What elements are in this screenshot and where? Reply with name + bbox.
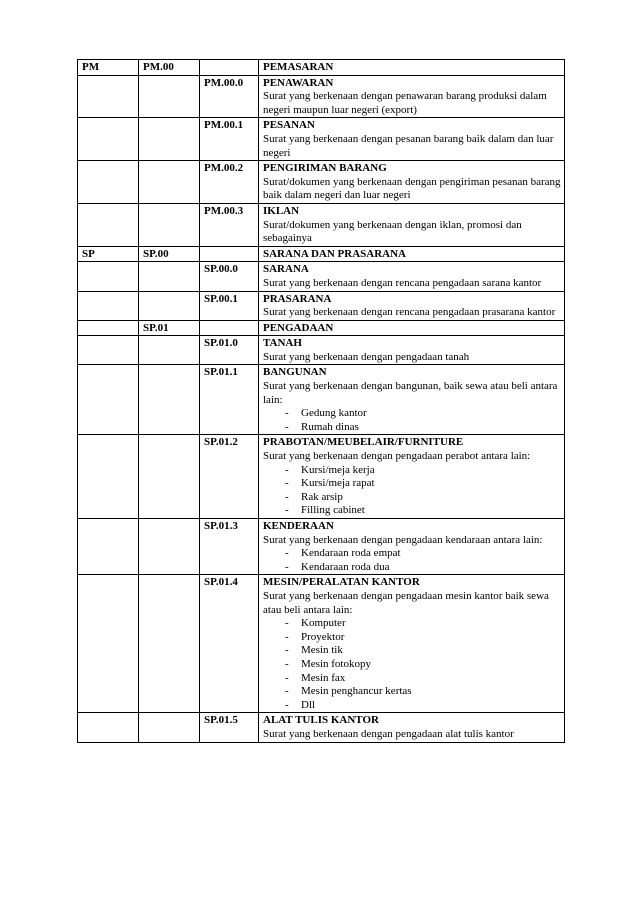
sub-code-cell: [139, 713, 200, 742]
table-row: [78, 161, 565, 204]
detail-code-cell: PM.00.0: [200, 75, 259, 118]
dash-bullet-icon: -: [285, 504, 289, 517]
list-item: [285, 617, 561, 631]
list-item-text: Kursi/meja rapat: [301, 477, 375, 490]
table-row: [78, 575, 565, 713]
list-item: [285, 685, 561, 699]
dash-bullet-icon: -: [285, 560, 289, 573]
list-item-text: Kursi/meja kerja: [301, 463, 375, 476]
list-item: [285, 421, 561, 435]
entry-title: PRASARANA: [263, 292, 332, 305]
entry-title: SARANA DAN PRASARANA: [263, 247, 407, 260]
table-row: [78, 203, 565, 246]
sub-code-cell: [139, 262, 200, 291]
list-item: [285, 407, 561, 421]
entry-description: Surat yang berkenaan dengan penawaran barang produksi dalam negeri maupun luar negeri (export): [263, 90, 547, 116]
list-item-text: Filling cabinet: [301, 504, 365, 517]
dash-bullet-icon: -: [285, 657, 289, 670]
list-item: [285, 504, 561, 518]
dash-bullet-icon: -: [285, 685, 289, 698]
entry-title: PEMASARAN: [263, 61, 334, 73]
sub-code-cell: SP.00: [139, 246, 200, 262]
entry-title: IKLAN: [263, 204, 300, 217]
entry-description: Surat/dokumen yang berkenaan dengan pengiriman pesanan barang baik dalam negeri dan luar negeri: [263, 175, 561, 202]
description-cell: [259, 365, 565, 435]
description-cell: [259, 435, 565, 519]
table-row: [78, 435, 565, 519]
dash-bullet-icon: -: [285, 617, 289, 630]
sub-code-cell: PM.00: [139, 60, 200, 76]
entry-description: Surat yang berkenaan dengan pesanan barang baik dalam dan luar negeri: [263, 132, 554, 159]
sub-code-cell: [139, 291, 200, 320]
detail-code-cell: SP.00.1: [200, 291, 259, 320]
entry-title: MESIN/PERALATAN KANTOR: [263, 576, 420, 589]
sub-code-cell: [139, 75, 200, 118]
entry-description: Surat yang berkenaan dengan bangunan, baik sewa atau beli antara lain:: [263, 380, 558, 406]
detail-code-cell: SP.01.5: [200, 713, 259, 742]
dash-bullet-icon: -: [285, 463, 289, 476]
entry-description: Surat yang berkenaan dengan pengadaan tanah: [263, 350, 470, 363]
list-item-text: Rumah dinas: [301, 420, 359, 433]
list-item: [285, 699, 561, 713]
detail-code-cell: PM.00.3: [200, 203, 259, 246]
list-item: [285, 658, 561, 672]
list-item-text: Dll: [301, 698, 316, 711]
main-code-cell: [78, 435, 139, 519]
sub-code-cell: [139, 519, 200, 575]
main-code-cell: [78, 291, 139, 320]
detail-code-cell: SP.00.0: [200, 262, 259, 291]
list-item: [285, 631, 561, 645]
entry-item-list: [263, 547, 561, 574]
entry-title: SARANA: [263, 263, 309, 276]
main-code-cell: [78, 519, 139, 575]
detail-code-cell: [200, 320, 259, 336]
list-item-text: Komputer: [301, 617, 346, 630]
list-item-text: Kendaraan roda empat: [301, 547, 401, 560]
main-code-cell: [78, 262, 139, 291]
entry-title: ALAT TULIS KANTOR: [263, 714, 379, 727]
entry-item-list: [263, 464, 561, 518]
sub-code-cell: [139, 575, 200, 713]
dash-bullet-icon: -: [285, 671, 289, 684]
list-item: [285, 672, 561, 686]
list-item: [285, 477, 561, 491]
entry-title: PENGADAAN: [263, 321, 334, 334]
list-item-text: Mesin tik: [301, 644, 343, 657]
classification-table-body: [78, 60, 565, 743]
list-item-text: Kendaraan roda dua: [301, 560, 390, 573]
table-row: [78, 320, 565, 336]
dash-bullet-icon: -: [285, 420, 289, 433]
main-code-cell: [78, 118, 139, 161]
table-row: [78, 118, 565, 161]
entry-description: Surat yang berkenaan dengan rencana pengadaan prasarana kantor: [263, 306, 556, 319]
detail-code-cell: [200, 60, 259, 76]
entry-title: PESANAN: [263, 119, 315, 132]
description-cell: [259, 320, 565, 336]
dash-bullet-icon: -: [285, 630, 289, 643]
dash-bullet-icon: -: [285, 547, 289, 560]
list-item-text: Proyektor: [301, 630, 345, 643]
sub-code-cell: [139, 161, 200, 204]
entry-item-list: [263, 407, 561, 434]
list-item-text: Gedung kantor: [301, 407, 367, 420]
sub-code-cell: [139, 435, 200, 519]
list-item: [285, 491, 561, 505]
main-code-cell: [78, 75, 139, 118]
main-code-cell: SP: [78, 246, 139, 262]
sub-code-cell: [139, 118, 200, 161]
table-row: [78, 75, 565, 118]
table-row: [78, 60, 565, 76]
list-item-text: Mesin fotokopy: [301, 657, 371, 670]
dash-bullet-icon: -: [285, 407, 289, 420]
sub-code-cell: [139, 365, 200, 435]
entry-item-list: [263, 617, 561, 712]
main-code-cell: [78, 713, 139, 742]
sub-code-cell: SP.01: [139, 320, 200, 336]
detail-code-cell: SP.01.2: [200, 435, 259, 519]
table-row: [78, 262, 565, 291]
description-cell: [259, 291, 565, 320]
entry-description: Surat yang berkenaan dengan rencana pengadaan sarana kantor: [263, 276, 542, 289]
list-item: [285, 547, 561, 561]
table-row: [78, 246, 565, 262]
dash-bullet-icon: -: [285, 698, 289, 711]
description-cell: [259, 161, 565, 204]
entry-description: Surat yang berkenaan dengan pengadaan perabot antara lain:: [263, 450, 531, 463]
description-cell: [259, 713, 565, 742]
detail-code-cell: SP.01.0: [200, 336, 259, 365]
entry-description: Surat yang berkenaan dengan pengadaan kendaraan antara lain:: [263, 533, 543, 546]
detail-code-cell: SP.01.4: [200, 575, 259, 713]
list-item-text: Rak arsip: [301, 490, 343, 503]
sub-code-cell: [139, 336, 200, 365]
list-item: [285, 561, 561, 575]
sub-code-cell: [139, 203, 200, 246]
entry-title: KENDERAAN: [263, 520, 334, 532]
description-cell: [259, 246, 565, 262]
list-item-text: Mesin fax: [301, 671, 346, 684]
list-item: [285, 464, 561, 478]
list-item: [285, 644, 561, 658]
detail-code-cell: [200, 246, 259, 262]
dash-bullet-icon: -: [285, 477, 289, 490]
entry-description: Surat yang berkenaan dengan pengadaan mesin kantor baik sewa atau beli antara lain:: [263, 589, 549, 616]
description-cell: [259, 60, 565, 76]
main-code-cell: [78, 336, 139, 365]
description-cell: [259, 118, 565, 161]
entry-title: PRABOTAN/MEUBELAIR/FURNITURE: [263, 436, 464, 449]
table-row: [78, 713, 565, 742]
main-code-cell: [78, 161, 139, 204]
entry-description: Surat/dokumen yang berkenaan dengan iklan, promosi dan sebagainya: [263, 218, 522, 245]
description-cell: [259, 336, 565, 365]
entry-title: PENGIRIMAN BARANG: [263, 162, 387, 175]
detail-code-cell: SP.01.1: [200, 365, 259, 435]
description-cell: [259, 203, 565, 246]
table-row: [78, 336, 565, 365]
table-row: [78, 365, 565, 435]
list-item-text: Mesin penghancur kertas: [301, 685, 412, 698]
description-cell: [259, 262, 565, 291]
entry-title: TANAH: [263, 337, 302, 350]
classification-table: [77, 59, 565, 743]
detail-code-cell: PM.00.1: [200, 118, 259, 161]
main-code-cell: PM: [78, 60, 139, 76]
main-code-cell: [78, 575, 139, 713]
description-cell: [259, 575, 565, 713]
detail-code-cell: SP.01.3: [200, 519, 259, 575]
entry-title: PENAWARAN: [263, 76, 334, 89]
detail-code-cell: PM.00.2: [200, 161, 259, 204]
dash-bullet-icon: -: [285, 490, 289, 503]
entry-description: Surat yang berkenaan dengan pengadaan alat tulis kantor: [263, 727, 514, 740]
description-cell: [259, 519, 565, 575]
main-code-cell: [78, 203, 139, 246]
table-row: [78, 291, 565, 320]
table-row: [78, 519, 565, 575]
dash-bullet-icon: -: [285, 644, 289, 657]
description-cell: [259, 75, 565, 118]
main-code-cell: [78, 365, 139, 435]
main-code-cell: [78, 320, 139, 336]
entry-title: BANGUNAN: [263, 366, 327, 379]
